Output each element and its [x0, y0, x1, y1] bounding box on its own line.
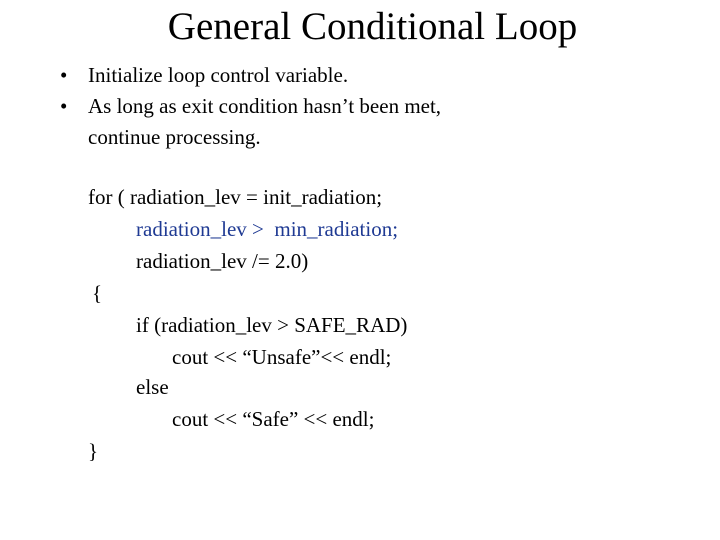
bullet-text: Initialize loop control variable.	[88, 63, 349, 87]
bullet-text: As long as exit condition hasn’t been met, continue processing.	[88, 94, 442, 149]
bullet-item	[60, 60, 700, 91]
bullet-dot-icon: •	[60, 94, 68, 118]
code-line-update: radiation_lev /= 2.0)	[136, 249, 309, 273]
code-line-close-brace: }	[88, 439, 99, 463]
code-line-else: else	[136, 375, 169, 399]
bullet-item	[60, 91, 700, 153]
code-line-for: for ( radiation_lev = init_radiation;	[88, 185, 383, 209]
code-line-open-brace: {	[92, 281, 103, 305]
slide-title: General Conditional Loop	[167, 5, 578, 48]
bullet-list	[60, 60, 700, 153]
bullet-dot-icon: •	[60, 63, 68, 87]
code-line-condition: radiation_lev > min_radiation;	[136, 217, 399, 241]
code-line-cout-unsafe: cout << “Unsafe”<< endl;	[172, 345, 392, 369]
code-line-cout-safe: cout << “Safe” << endl;	[172, 407, 375, 431]
code-line-if: if (radiation_lev > SAFE_RAD)	[136, 313, 408, 337]
